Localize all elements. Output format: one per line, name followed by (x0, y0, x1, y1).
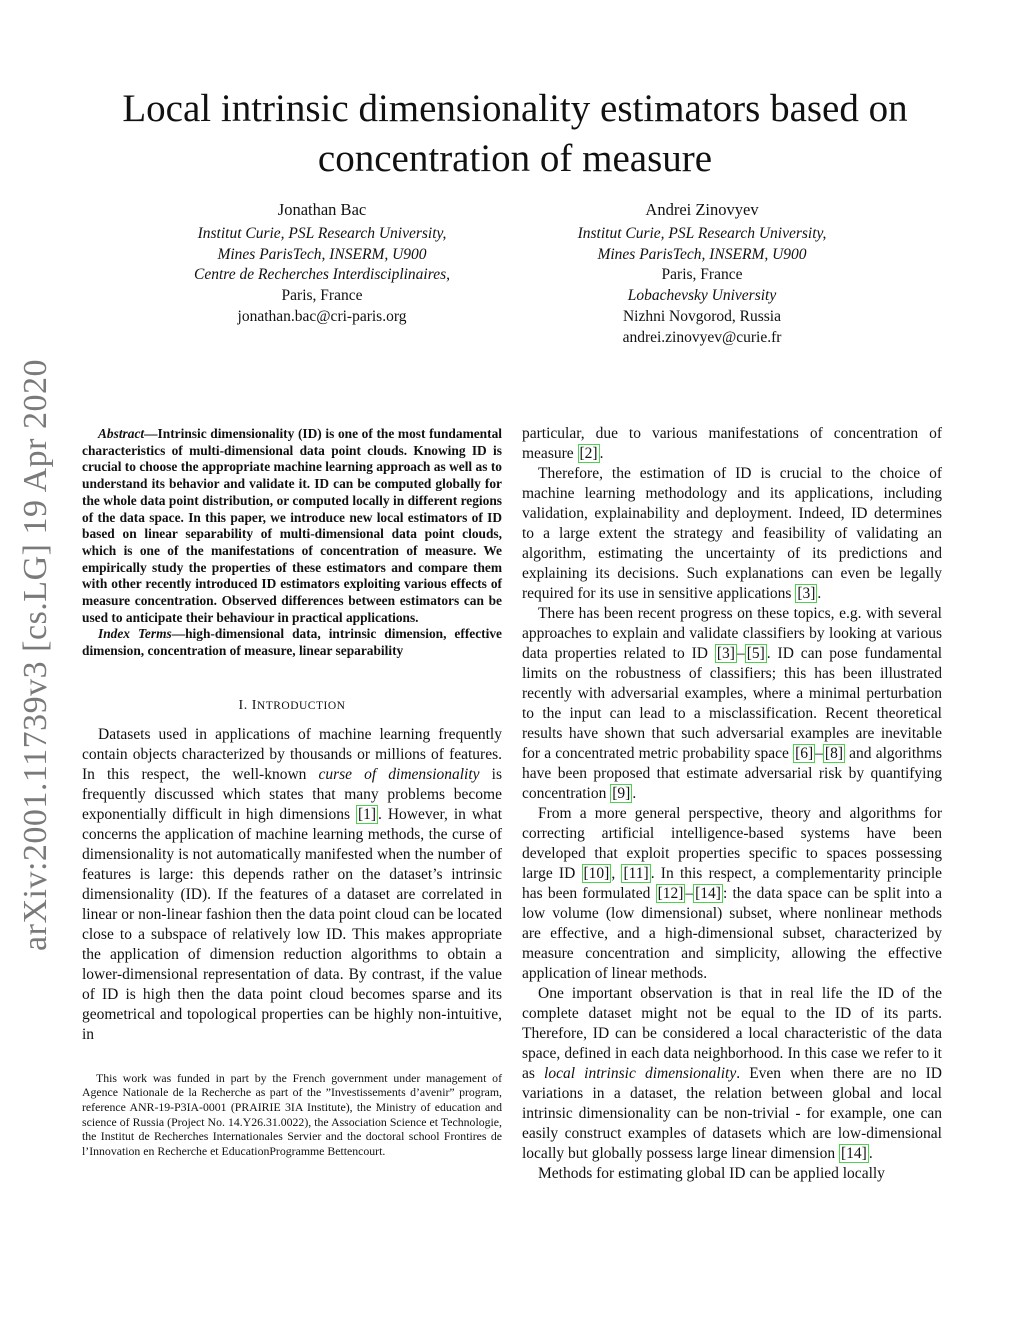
index-terms-lead: Index Terms (98, 626, 172, 642)
text-run: particular, due to various manifestations of concentration of measure (522, 425, 942, 462)
funding-footnote: This work was funded in part by the French government under management of Agence Nationale de la Recherche as part of the ”Investissements d’avenir” program, reference ANR-19-P3IA-0001 (PRAIRIE 3IA Institute), the Ministry of education and science of Russia (Project No. 14.Y26.31.0022), the Association Science et Technologie, the Institut de Recherches Internationales Servier and the doctoral school Frontires de l’Innovation en Recherche et EducationProgramme Bettencourt. (82, 1070, 502, 1158)
paper-title: Local intrinsic dimensionality estimators based on concentration of measure (122, 87, 908, 180)
text-run: . Even when there are no ID variations in a dataset, the relation between global and local intrinsic dimensionality can be non-trivial - for example, one can easily construct examples of datasets which are low-dimensional locally but globally possess large linear dimension (522, 1065, 942, 1162)
text-run: , (611, 865, 622, 882)
text-run: From a more general perspective, theory and algorithms for correcting artificial intelligence-based systems have been developed that exploit properties specific to spaces possessing large ID (522, 805, 942, 882)
emphasis: curse of dimensionality (318, 765, 480, 783)
paragraph (522, 804, 942, 984)
author-email: andrei.zinovyev@curie.fr (622, 328, 782, 346)
author-affiliation: Mines ParisTech, INSERM, U900 (597, 245, 807, 263)
author-name: Andrei Zinovyev (645, 200, 759, 219)
text-run: . In this respect, a complementarity principle has been formulated (522, 865, 943, 902)
author-affiliation: Centre de Recherches Interdisciplinaires, (194, 266, 450, 284)
author-city: Paris, France (661, 266, 743, 284)
citation-link[interactable]: [5] (746, 645, 765, 662)
text-run: Methods for estimating global ID can be applied locally (538, 1165, 885, 1182)
section-title-first: I (251, 697, 257, 713)
emphasis: local intrinsic dimensionality (544, 1065, 737, 1082)
abstract-text: —Intrinsic dimensionality (ID) is one of the most fundamental characteristics of multi-dimensional data point clouds. Knowing ID is crucial to choose the appropriate machine learning approach as well as to understand its behavior and validate it. ID can be computed globally for the whole data point distribution, or computed locally in different regions of the data space. In this paper, we introduce new local estimators of ID based on linear separability of multi-dimensional data point clouds, which is one of the manifestations of concentration of measure. We empirically study the properties of these estimators and compare them with other recently introduced ID estimators exploiting various effects of measure concentration. Observed differences between estimators can be used to anticipate their behaviour in practical applications. (82, 426, 502, 625)
paragraph (522, 1164, 942, 1184)
author-affiliation: Institut Curie, PSL Research University, (197, 224, 447, 242)
text-run: – (736, 645, 745, 662)
citation-link[interactable]: [1] (357, 805, 377, 823)
arxiv-side-stamp (6, 350, 66, 960)
text-run: . (632, 785, 637, 802)
text-run: . (599, 445, 604, 462)
citation-link[interactable]: [9] (612, 785, 631, 802)
citation-link[interactable]: [14] (840, 1145, 867, 1162)
citation-link[interactable]: [8] (824, 745, 843, 762)
section-heading (82, 696, 502, 716)
text-run: and algorithms have been proposed that estimate adversarial risk by quantifying concentration (522, 745, 942, 802)
text-run: There has been recent progress on these topics, e.g. with several approaches to explain and validate classifiers by looking at various data properties related to ID (522, 605, 942, 662)
author-affiliation: Lobachevsky University (627, 287, 777, 305)
author-email: jonathan.bac@cri-paris.org (237, 307, 407, 325)
citation-link[interactable]: [10] (583, 865, 610, 882)
citation-link[interactable]: [12] (657, 885, 684, 902)
author-city: Nizhni Novgorod, Russia (622, 307, 781, 325)
paragraph (522, 464, 942, 604)
section-title-rest: NTRODUCTION (256, 699, 346, 712)
citation-link[interactable]: [3] (716, 645, 735, 662)
right-column (522, 424, 942, 1184)
citation-link[interactable]: [2] (579, 445, 598, 462)
paragraph (522, 424, 942, 464)
text-run: . (868, 1145, 873, 1162)
abstract-lead: Abstract (98, 426, 145, 441)
text-run: – (815, 745, 823, 762)
left-column (82, 426, 502, 1158)
author-affiliation: Mines ParisTech, INSERM, U900 (217, 245, 427, 263)
citation-link[interactable]: [3] (797, 585, 816, 602)
citation-link[interactable]: [14] (695, 885, 721, 902)
text-run: Datasets used in applications of machine learning frequently contain objects characterized by thousands or millions of features. In this respect, the well-known (82, 725, 502, 783)
text-run: : the data space can be split into a low volume (low dimensional) subset, where nonlinear methods are effective, and a high-dimensional subset, characterized by measure concentration and simplicity, allowing the effective application of linear methods. (522, 885, 942, 982)
author-city: Paris, France (281, 287, 363, 305)
text-run: Therefore, the estimation of ID is crucial to the choice of machine learning methodology and its applications, including validation, explainability and deployment. Indeed, ID determines to a large extent the strategy and feasibility of validating an algorithm, estimating the uncertainty of its predictions and explaining its decisions. Such explanations can even be legally required for its use in sensitive applications (522, 465, 942, 602)
text-run: . (817, 585, 822, 602)
index-terms-text: —high-dimensional data, intrinsic dimension, effective dimension, concentration of measure, linear separability (82, 626, 502, 659)
author-affiliation: Institut Curie, PSL Research University, (577, 224, 827, 242)
author-block-1 (152, 200, 492, 328)
author-block-2 (532, 200, 872, 349)
author-name: Jonathan Bac (277, 200, 367, 219)
text-run: – (685, 885, 694, 902)
index-terms (82, 626, 502, 659)
paragraph (522, 604, 942, 804)
text-run: . ID can pose fundamental limits on the robustness of classifiers; this has been illustrated recently with adversarial examples, where a minimal perturbation to the input can lead to a misclassification. Recent theoretical results have shown that such adversarial examples are inevitable for a concentrated metric probability space (522, 645, 942, 762)
intro-paragraph (82, 725, 502, 1045)
abstract (82, 426, 502, 626)
citation-link[interactable]: [6] (795, 745, 814, 762)
paragraph (522, 984, 942, 1164)
arxiv-identifier: arXiv:2001.11739v3 [cs.LG] 19 Apr 2020 (17, 359, 55, 951)
text-run: . However, in what concerns the application of machine learning methods, the curse of dimensionality is not automatically manifested when the number of features is large: this depends rather on the dataset’s intrinsic dimensionality (ID). If the features of a dataset are correlated in linear or non-linear fashion then the data point cloud can be located close to a subspace of relatively low ID. This makes appropriate the application of dimension reduction algorithms to obtain a lower-dimensional representation of data. By contrast, if the value of ID is high then the data point cloud becomes sparse and its geometrical and topological properties can be highly non-intuitive, in (82, 805, 503, 1043)
citation-link[interactable]: [11] (623, 865, 649, 882)
text-run: is frequently discussed which states that many problems become exponentially difficult in high dimensions (82, 765, 502, 823)
section-number: I. (238, 697, 252, 713)
text-run: One important observation is that in real life the ID of the complete dataset might not be equal to the ID of its parts. Therefore, ID can be considered a local characteristic of the data space, defined in each data neighborhood. In this case we refer to it as (522, 985, 942, 1082)
